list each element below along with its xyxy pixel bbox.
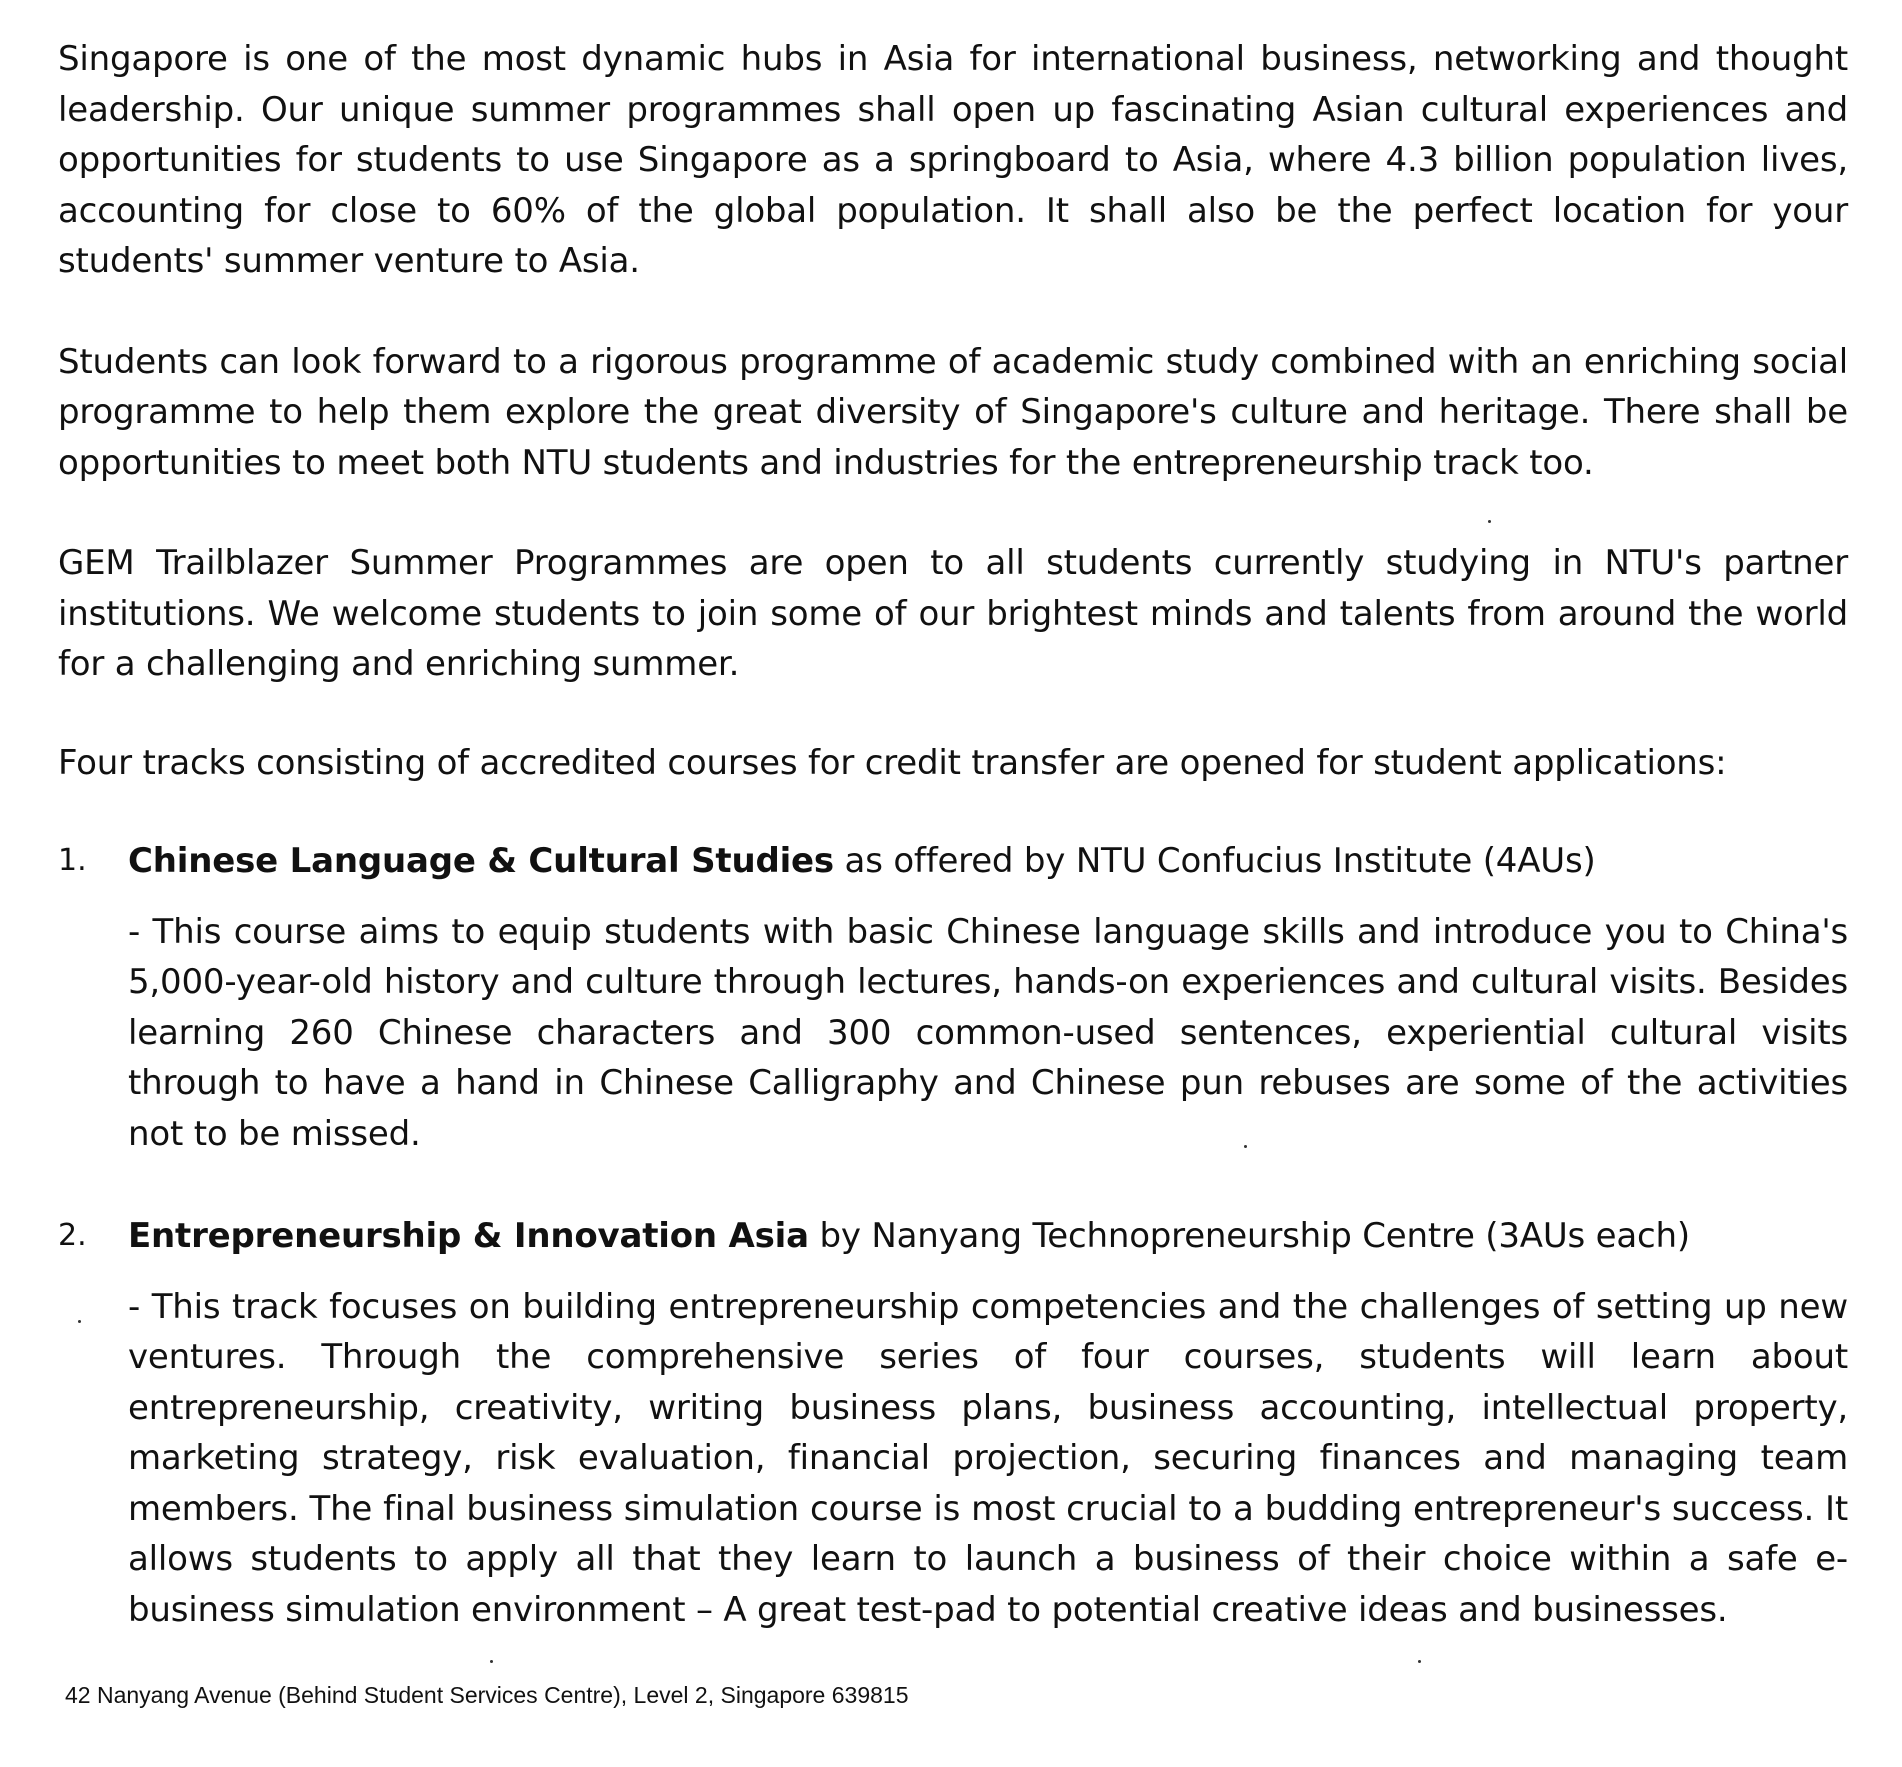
track-provider: by Nanyang Technopreneurship Centre (3AUs each) xyxy=(808,1216,1690,1256)
track-item-2 xyxy=(58,1211,1848,1635)
document-body xyxy=(58,34,1848,1635)
track-number: 2. xyxy=(58,1218,87,1253)
track-provider: as offered by NTU Confucius Institute (4AUs) xyxy=(833,841,1596,881)
track-number: 1. xyxy=(58,843,87,878)
scan-speck xyxy=(1488,520,1491,523)
intro-paragraph-1: Singapore is one of the most dynamic hubs in Asia for international business, networking and thought leadership. Our unique summer programmes shall open up fascinating Asian cultural experiences and opportunities for students to use Singapore as a springboard to Asia, where 4.3 billion population lives, accounting for close to 60% of the global population. It shall also be the perfect location for your students' summer venture to Asia. xyxy=(58,39,1848,281)
scan-speck xyxy=(1418,1660,1421,1663)
scan-speck xyxy=(490,1660,493,1663)
track-heading xyxy=(128,1211,1848,1262)
scan-speck xyxy=(78,1320,81,1323)
track-heading xyxy=(128,836,1848,887)
intro-paragraph-2: Students can look forward to a rigorous programme of academic study combined with an enriching social programme to help them explore the great diversity of Singapore's culture and heritage. There shall be opportunities to meet both NTU students and industries for the entrepreneurship track too. xyxy=(58,341,1848,483)
footer-address: 42 Nanyang Avenue (Behind Student Services Centre), Level 2, Singapore 639815 xyxy=(65,1682,909,1708)
track-description: - This track focuses on building entrepreneurship competencies and the challenges of setting up new ventures. Through the comprehensive series of four courses, students will learn about entrepreneurship, creativity, writing business plans, business accounting, intellectual property, marketing strategy, risk evaluation, financial projection, securing finances and managing team members. The final business simulation course is most crucial to a budding entrepreneur's success. It allows students to apply all that they learn to launch a business of their choice within a safe e-business simulation environment – A great test-pad to potential creative ideas and businesses. xyxy=(128,1286,1848,1630)
track-name: Entrepreneurship & Innovation Asia xyxy=(128,1216,809,1256)
intro-paragraph-4: Four tracks consisting of accredited courses for credit transfer are opened for student applications: xyxy=(58,742,1727,783)
track-name: Chinese Language & Cultural Studies xyxy=(128,841,834,881)
track-item-1 xyxy=(58,836,1848,1159)
intro-paragraph-3: GEM Trailblazer Summer Programmes are open to all students currently studying in NTU's partner institutions. We welcome students to join some of our brightest minds and talents from around the world for a challenging and enriching summer. xyxy=(58,543,1848,684)
track-description: - This course aims to equip students with basic Chinese language skills and introduce you to China's 5,000-year-old history and culture through lectures, hands-on experiences and cultural visits. Besides learning 260 Chinese characters and 300 common-used sentences, experiential cultural visits through to have a hand in Chinese Calligraphy and Chinese pun rebuses are some of the activities not to be missed. xyxy=(128,911,1848,1154)
scan-speck xyxy=(1244,1145,1247,1148)
